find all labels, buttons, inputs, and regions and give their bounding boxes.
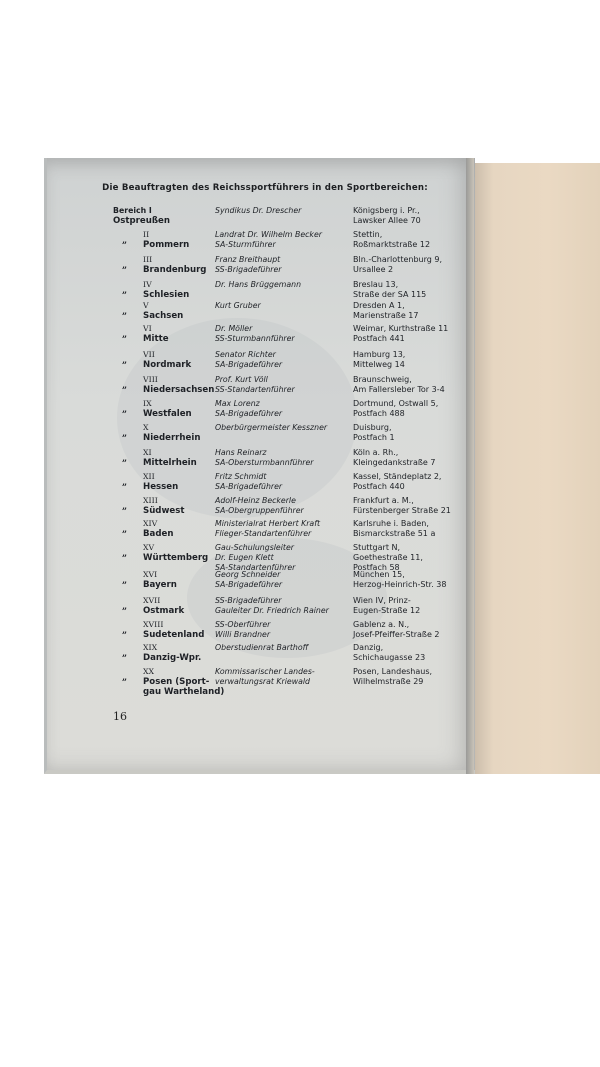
address-cell	[353, 399, 438, 419]
region-name: Hessen	[143, 482, 179, 492]
representative-line: SA-Obergruppenführer	[215, 506, 304, 515]
region-number: IV	[143, 280, 152, 289]
region-number: X	[143, 423, 149, 432]
address-line: Josef-Pfeiffer-Straße 2	[353, 630, 440, 639]
region-name: Südwest	[143, 506, 185, 516]
representative-line: SA-Brigadeführer	[215, 360, 283, 369]
address-line: Postfach 441	[353, 334, 405, 343]
address-line: Gablenz a. N.,	[353, 620, 410, 629]
representative-line: Fritz Schmidt	[215, 472, 267, 481]
representative-cell	[215, 324, 295, 344]
region-number: II	[143, 230, 150, 239]
address-line: Goethestraße 11,	[353, 553, 423, 562]
representative-cell	[215, 543, 295, 573]
region-cell	[113, 543, 208, 563]
ditto-mark: „	[122, 330, 128, 340]
ditto-mark: „	[122, 478, 128, 488]
address-cell	[353, 496, 451, 516]
region-cell	[113, 620, 204, 640]
address-cell	[353, 472, 441, 492]
region-name: Sachsen	[143, 311, 184, 321]
representative-line: SA-Brigadeführer	[215, 580, 283, 589]
ditto-mark: „	[122, 429, 128, 439]
representative-line: SA-Sturmführer	[215, 240, 276, 249]
region-name: Schlesien	[143, 290, 190, 300]
representative-cell	[215, 280, 301, 290]
address-line: Weimar, Kurthstraße 11	[353, 324, 449, 333]
address-line: Köln a. Rh.,	[353, 448, 399, 457]
address-line: Postfach 58	[353, 563, 400, 572]
address-cell	[353, 643, 425, 663]
region-cell	[113, 643, 201, 663]
ditto-mark: „	[122, 626, 128, 636]
address-line: München 15,	[353, 570, 405, 579]
list-item	[0, 230, 600, 258]
representative-cell	[215, 620, 270, 640]
representative-cell	[215, 350, 282, 370]
region-name: Pommern	[143, 240, 190, 250]
region-name: Niedersachsen	[143, 385, 215, 395]
region-name: Baden	[143, 529, 174, 539]
region-number: XIV	[143, 519, 158, 528]
ditto-mark: „	[122, 236, 128, 246]
region-number: VI	[143, 324, 152, 333]
address-line: Kleingedankstraße 7	[353, 458, 436, 467]
region-number: XX	[143, 667, 155, 676]
representative-line: Gau-Schulungsleiter	[215, 543, 294, 552]
address-cell	[353, 570, 446, 590]
address-cell	[353, 423, 395, 443]
region-cell	[113, 350, 191, 370]
region-number: Bereich I	[113, 206, 152, 215]
page-heading: Die Beauftragten des Reichssportführers in den Sportbereichen:	[102, 183, 428, 193]
representative-line: Kommissarischer Landes-	[215, 667, 315, 676]
region-name: Ostpreußen	[113, 216, 170, 226]
region-cell	[113, 596, 184, 616]
representative-line: Dr. Möller	[215, 324, 253, 333]
region-cell	[113, 206, 170, 226]
address-line: Karlsruhe i. Baden,	[353, 519, 429, 528]
address-line: Herzog-Heinrich-Str. 38	[353, 580, 447, 589]
address-line: Ursallee 2	[353, 265, 394, 274]
address-line: Am Fallersleber Tor 3-4	[353, 385, 445, 394]
address-line: Kassel, Ständeplatz 2,	[353, 472, 442, 481]
representative-cell	[215, 496, 304, 516]
region-number: III	[143, 255, 153, 264]
representative-cell	[215, 423, 327, 433]
list-item	[0, 423, 600, 451]
ditto-mark: „	[122, 649, 128, 659]
region-number: XIII	[143, 496, 158, 505]
representative-line: Ministerialrat Herbert Kraft	[215, 519, 321, 528]
address-line: Wien IV, Prinz-	[353, 596, 411, 605]
representative-line: SS-Standartenführer	[215, 385, 295, 394]
region-cell	[113, 496, 184, 516]
address-cell	[353, 667, 432, 687]
region-number: XVIII	[143, 620, 164, 629]
address-cell	[353, 519, 435, 539]
region-number: VII	[143, 350, 155, 359]
region-name: Danzig-Wpr.	[143, 653, 202, 663]
list-item	[0, 667, 600, 695]
region-name: Ostmark	[143, 606, 185, 616]
address-line: Posen, Landeshaus,	[353, 667, 433, 676]
ditto-mark: „	[122, 405, 128, 415]
address-line: Postfach 440	[353, 482, 405, 491]
representative-cell	[215, 230, 322, 250]
representative-line: Flieger-Standartenführer	[215, 529, 312, 538]
representative-line: Syndikus Dr. Drescher	[215, 206, 302, 215]
region-cell	[113, 255, 206, 275]
address-cell	[353, 543, 423, 573]
region-number: IX	[143, 399, 152, 408]
representative-line: SS-Sturmbannführer	[215, 334, 295, 343]
representative-cell	[215, 519, 320, 539]
representative-line: Oberbürgermeister Kesszner	[215, 423, 328, 432]
region-cell	[113, 448, 197, 468]
address-cell	[353, 448, 435, 468]
region-cell	[113, 301, 183, 321]
ditto-mark: „	[122, 576, 128, 586]
region-name: Westfalen	[143, 409, 192, 419]
region-number: V	[143, 301, 149, 310]
region-name: Posen (Sport-	[143, 677, 210, 687]
region-number: XVII	[143, 596, 161, 605]
address-cell	[353, 255, 442, 275]
address-line: Marienstraße 17	[353, 311, 419, 320]
list-item	[0, 350, 600, 378]
ditto-mark: „	[122, 381, 128, 391]
address-line: Danzig,	[353, 643, 384, 652]
representative-line: Prof. Kurt Völl	[215, 375, 268, 384]
representative-line: SS-Brigadeführer	[215, 265, 282, 274]
representative-cell	[215, 301, 261, 311]
address-line: Postfach 488	[353, 409, 405, 418]
ditto-mark: „	[122, 673, 128, 683]
representative-cell	[215, 375, 295, 395]
address-line: Wilhelmstraße 29	[353, 677, 424, 686]
address-line: Postfach 1	[353, 433, 395, 442]
address-line: Hamburg 13,	[353, 350, 406, 359]
representative-cell	[215, 643, 308, 653]
representative-cell	[215, 206, 301, 216]
region-cell	[113, 667, 224, 697]
address-line: Lawsker Allee 70	[353, 216, 421, 225]
representative-line: Oberstudienrat Barthoff	[215, 643, 309, 652]
address-line: Mittelweg 14	[353, 360, 405, 369]
representative-line: Senator Richter	[215, 350, 276, 359]
address-line: Dortmund, Ostwall 5,	[353, 399, 439, 408]
representative-cell	[215, 570, 282, 590]
region-cell	[113, 472, 178, 492]
representative-line: Max Lorenz	[215, 399, 260, 408]
address-line: Bln.-Charlottenburg 9,	[353, 255, 442, 264]
region-cell	[113, 280, 189, 300]
representative-line: SA-Brigadeführer	[215, 482, 283, 491]
representative-cell	[215, 399, 282, 419]
representative-line: Dr. Hans Brüggemann	[215, 280, 302, 289]
address-cell	[353, 620, 440, 640]
address-line: Breslau 13,	[353, 280, 399, 289]
representative-line: verwaltungsrat Kriewald	[215, 677, 310, 686]
ditto-mark: „	[122, 454, 128, 464]
address-line: Roßmarktstraße 12	[353, 240, 431, 249]
address-line: Straße der SA 115	[353, 290, 427, 299]
address-cell	[353, 280, 426, 300]
representative-line: Kurt Gruber	[215, 301, 261, 310]
representative-line: SS-Brigadeführer	[215, 596, 282, 605]
list-item	[0, 255, 600, 283]
address-line: Stuttgart N,	[353, 543, 401, 552]
ditto-mark: „	[122, 307, 128, 317]
address-cell	[353, 301, 419, 321]
list-item	[0, 570, 600, 598]
address-line: Dresden A 1,	[353, 301, 405, 310]
representative-line: SS-Oberführer	[215, 620, 271, 629]
region-name: Nordmark	[143, 360, 192, 370]
representative-line: Willi Brandner	[215, 630, 271, 639]
representative-line: Georg Schneider	[215, 570, 281, 579]
address-line: Bismarckstraße 51 a	[353, 529, 436, 538]
ditto-mark: „	[122, 502, 128, 512]
region-number: XV	[143, 543, 155, 552]
page-number: 16	[113, 710, 127, 723]
region-name: Sudetenland	[143, 630, 205, 640]
ditto-mark: „	[122, 261, 128, 271]
address-line: Königsberg i. Pr.,	[353, 206, 420, 215]
address-cell	[353, 206, 421, 226]
region-cell	[113, 375, 214, 395]
region-cell	[113, 399, 192, 419]
region-number: XII	[143, 472, 155, 481]
region-name: Niederrhein	[143, 433, 201, 443]
region-number: XIX	[143, 643, 158, 652]
ditto-mark: „	[122, 602, 128, 612]
representative-cell	[215, 448, 314, 468]
address-line: Stettin,	[353, 230, 383, 239]
representative-line: Gauleiter Dr. Friedrich Rainer	[215, 606, 329, 615]
address-cell	[353, 350, 405, 370]
ditto-mark: „	[122, 356, 128, 366]
region-cell	[113, 423, 200, 443]
region-cell	[113, 519, 173, 539]
region-name: Brandenburg	[143, 265, 207, 275]
representative-cell	[215, 667, 315, 687]
list-item	[0, 543, 600, 571]
representative-line: SA-Obersturmbannführer	[215, 458, 314, 467]
ditto-mark: „	[122, 549, 128, 559]
representative-cell	[215, 255, 281, 275]
region-name: Bayern	[143, 580, 177, 590]
region-number: XVI	[143, 570, 158, 579]
representative-line: Hans Reinarz	[215, 448, 267, 457]
ditto-mark: „	[122, 525, 128, 535]
representative-line: Adolf-Heinz Beckerle	[215, 496, 296, 505]
address-line: Schichaugasse 23	[353, 653, 426, 662]
region-cell	[113, 230, 189, 250]
region-number: VIII	[143, 375, 158, 384]
address-line: Braunschweig,	[353, 375, 412, 384]
address-line: Eugen-Straße 12	[353, 606, 421, 615]
representative-line: Landrat Dr. Wilhelm Becker	[215, 230, 322, 239]
region-name: Mitte	[143, 334, 169, 344]
representative-cell	[215, 596, 329, 616]
representative-line: SA-Standartenführer	[215, 563, 296, 572]
region-number: XI	[143, 448, 152, 457]
address-line: Fürstenberger Straße 21	[353, 506, 451, 515]
region-name: Mittelrhein	[143, 458, 197, 468]
address-cell	[353, 324, 448, 344]
representative-line: Franz Breithaupt	[215, 255, 281, 264]
ditto-mark: „	[122, 286, 128, 296]
representative-line: SA-Brigadeführer	[215, 409, 283, 418]
address-cell	[353, 375, 445, 395]
region-cell	[113, 570, 177, 590]
representative-cell	[215, 472, 282, 492]
list-item	[0, 324, 600, 352]
address-line: Frankfurt a. M.,	[353, 496, 414, 505]
region-name: gau Wartheland)	[143, 687, 225, 697]
region-name: Württemberg	[143, 553, 209, 563]
representative-line: Dr. Eugen Klett	[215, 553, 274, 562]
address-line: Duisburg,	[353, 423, 392, 432]
address-cell	[353, 230, 430, 250]
address-cell	[353, 596, 420, 616]
region-cell	[113, 324, 169, 344]
